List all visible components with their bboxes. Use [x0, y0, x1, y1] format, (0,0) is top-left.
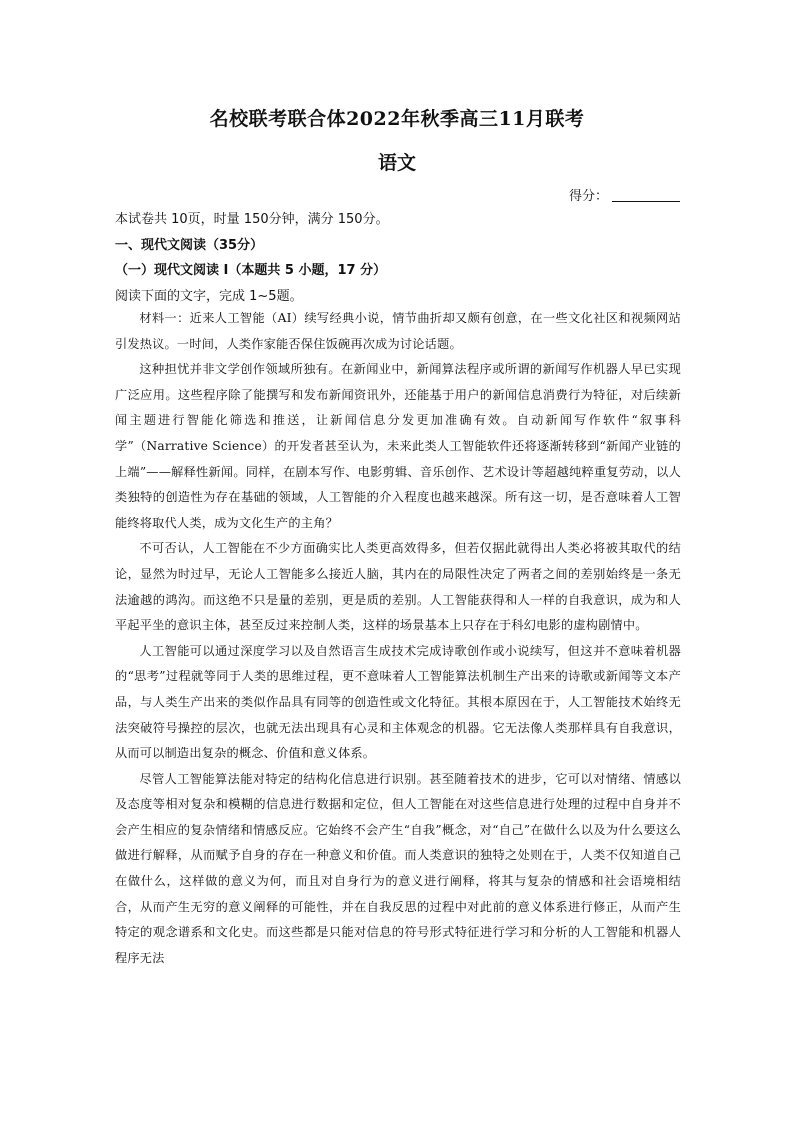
- paragraph: 这种担忧并非文学创作领域所独有。在新闻业中，新闻算法程序或所谓的新闻写作机器人早已实现广泛应用。这些程序除了能撰写和发布新闻资讯外，还能基于用户的新闻信息消费行为特征，对后续新闻主题进行智能化筛选和推送，让新闻信息分发更加准确有效。自动新闻写作软件“叙事科学”（Narrative Science）的开发者甚至认为，未来此类人工智能软件还将逐渐转移到“新闻产业链的上端”——解释性新闻。同样，在剧本写作、电影剪辑、音乐创作、艺术设计等超越纯粹重复劳动，以人类独特的创造性为存在基础的领域，人工智能的介入程度也越来越深。所有这一切，是否意味着人工智能终将取代人类，成为文化生产的主角？: [115, 362, 681, 530]
- section-heading: 一、现代文阅读（35分）: [115, 238, 264, 253]
- passage-body: [115, 306, 681, 971]
- exam-info: 本试卷共 10页，时量 150分钟，满分 150分。: [115, 212, 389, 227]
- paragraph: 不可否认，人工智能在不少方面确实比人类更高效得多，但若仅据此就得出人类必将被其取代的结论，显然为时过早，无论人工智能多么接近人脑，其内在的局限性决定了两者之间的差别始终是一条无法逾越的鸿沟。而这绝不只是量的差别，更是质的差别。人工智能获得和人一样的自我意识，成为和人平起平坐的意识主体，甚至反过来控制人类，这样的场景基本上只存在于科幻电影的虚构剧情中。: [115, 541, 681, 633]
- score-label: 得分：: [568, 189, 608, 204]
- paragraph: 尽管人工智能算法能对特定的结构化信息进行识别。甚至随着技术的进步，它可以对情绪、情感以及态度等相对复杂和模糊的信息进行数据和定位，但人工智能在对这些信息进行处理的过程中自身并不会产生相应的复杂情绪和情感反应。它始终不会产生“自我”概念，对“自己”在做什么以及为什么要这么做进行解释，从而赋予自身的存在一种意义和价值。而人类意识的独特之处则在于，人类不仅知道自己在做什么，这样做的意义为何，而且对自身行为的意义进行阐释，将其与复杂的情感和社会语境相结合，从而产生无穷的意义阐释的可能性，并在自我反思的过程中对此前的意义体系进行修正，从而产生特定的观念谱系和文化史。而这些都是只能对信息的符号形式特征进行学习和分析的人工智能和机器人程序无法: [115, 771, 681, 965]
- exam-title: 名校联考联合体2022年秋季高三11月联考: [209, 108, 585, 130]
- paragraph: 材料一：近来人工智能（AI）续写经典小说，情节曲折却又颇有创意，在一些文化社区和视频网站引发热议。一时间，人类作家能否保住饭碗再次成为讨论话题。: [115, 311, 681, 351]
- subsection-heading: （一）现代文阅读 I（本题共 5 小题，17 分）: [115, 263, 387, 278]
- reading-prompt: 阅读下面的文字，完成 1~5题。: [115, 289, 303, 304]
- paragraph: 人工智能可以通过深度学习以及自然语言生成技术完成诗歌创作或小说续写，但这并不意味着机器的“思考”过程就等同于人类的思维过程，更不意味着人工智能算法机制生产出来的诗歌或新闻等文本产品，与人类生产出来的类似作品具有同等的创造性或文化特征。其根本原因在于，人工智能技术始终无法突破符号操控的层次，也就无法出现具有心灵和主体观念的机器。它无法像人类那样具有自我意识，从而可以制造出复杂的概念、价值和意义体系。: [115, 643, 681, 761]
- score-field: [569, 185, 680, 204]
- subject-title: 语文: [377, 152, 416, 174]
- score-blank-line: [612, 189, 680, 202]
